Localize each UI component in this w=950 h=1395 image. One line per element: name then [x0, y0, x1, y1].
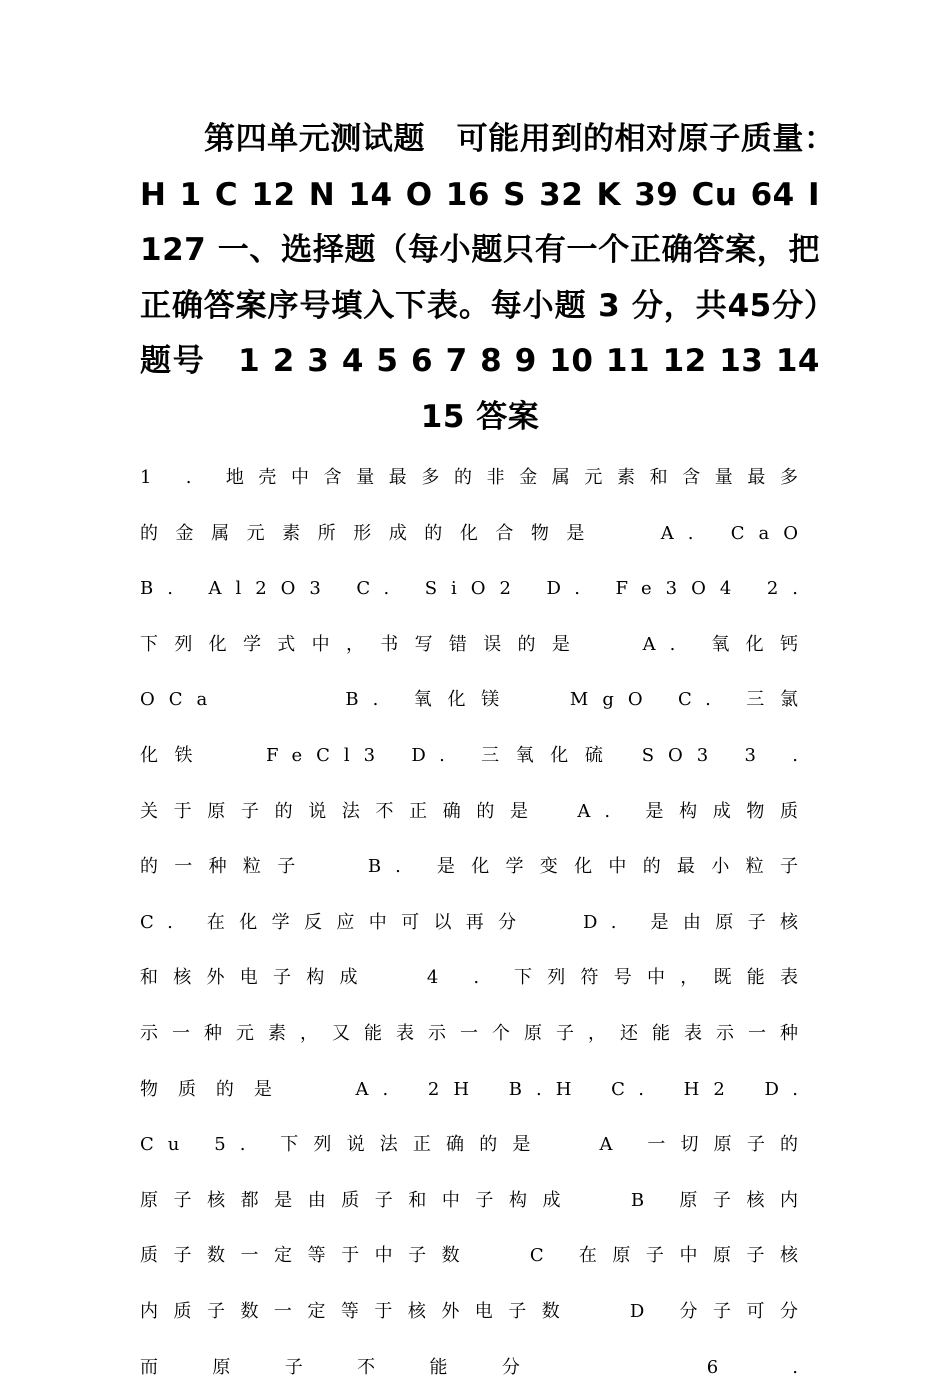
test-heading: 第四单元测试题 可能用到的相对原子质量： H 1 C 12 N 14 O 16 S 32 K 39 Cu 64 I 127 一、选择题（每小题只有一个正确答案，把正确答案序号填入下表。每小题 3 分，共45分） 题号 1 2 3 4 5 6 7 8 9 10 11 12 13 14 15 答案: [140, 121, 852, 435]
questions-text: 1 . 地壳中含量最多的非金属元素和含量最多的金属元素所形成的化合物是 A. CaO B. Al2O3 C. SiO2 D. Fe3O4 2. 下列化学式中，书写错误的是 A. 氧化钙 OCa B. 氧化镁 MgO C. 三氯化铁 FeCl3 D. 三氧化硫 SO3 3 . 关于原子的说法不正确的是 A. 是构成物质的一种粒子 B. 是化学变化中的最小粒子 C. 在化学反应中可以再分 D. 是由原子核和核外电子构成 4 . 下列符号中，既能表示一种元素，又能表示一个原子，还能表示一种物质的是 A. 2H B.H C. H2 D. Cu 5. 下列说法正确的是 A 一切原子的原子核都是由质子和中子构成 B 原子核内质子数一定等于中子数 C 在原子中原子核内质子数一定等于核外电子数 D 分子可分而原子不能分 6 .: [140, 467, 864, 1378]
